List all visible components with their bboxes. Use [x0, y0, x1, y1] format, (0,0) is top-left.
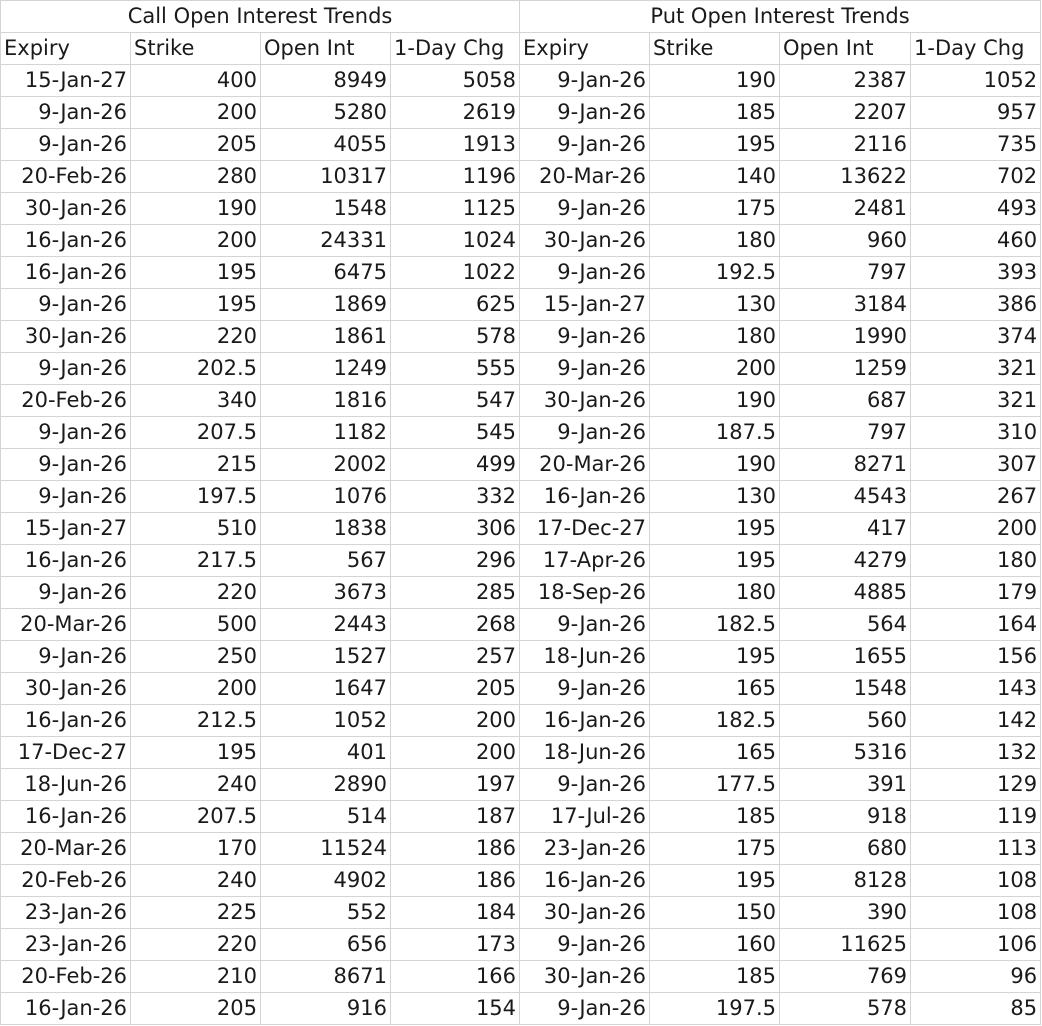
call-strike-cell[interactable]: 240 [131, 865, 261, 897]
put-open-int-cell[interactable]: 687 [780, 385, 911, 417]
call-1-day-chg-cell[interactable]: 200 [391, 705, 520, 737]
put-open-int-cell[interactable]: 2481 [780, 193, 911, 225]
put-strike-cell[interactable]: 182.5 [650, 609, 780, 641]
put-expiry-cell[interactable]: 30-Jan-26 [520, 961, 650, 993]
put-1-day-chg-cell[interactable]: 200 [911, 513, 1041, 545]
call-1-day-chg-cell[interactable]: 200 [391, 737, 520, 769]
call-open-int-cell[interactable]: 2002 [261, 449, 391, 481]
call-expiry-cell[interactable]: 20-Mar-26 [1, 609, 131, 641]
call-1-day-chg-cell[interactable]: 332 [391, 481, 520, 513]
call-strike-header[interactable]: Strike [131, 33, 261, 65]
call-1-day-chg-cell[interactable]: 285 [391, 577, 520, 609]
put-expiry-cell[interactable]: 9-Jan-26 [520, 193, 650, 225]
call-1-day-chg-cell[interactable]: 499 [391, 449, 520, 481]
call-1-day-chg-cell[interactable]: 166 [391, 961, 520, 993]
put-1-day-chg-cell[interactable]: 113 [911, 833, 1041, 865]
put-open-int-cell[interactable]: 918 [780, 801, 911, 833]
put-1-day-chg-cell[interactable]: 374 [911, 321, 1041, 353]
put-1-day-chg-cell[interactable]: 307 [911, 449, 1041, 481]
call-open-int-cell[interactable]: 1869 [261, 289, 391, 321]
call-1-day-chg-cell[interactable]: 1022 [391, 257, 520, 289]
put-open-int-cell[interactable]: 797 [780, 257, 911, 289]
table-row [1, 833, 1041, 865]
put-open-int-cell[interactable]: 4543 [780, 481, 911, 513]
call-expiry-cell[interactable]: 30-Jan-26 [1, 321, 131, 353]
put-open-int-cell[interactable]: 3184 [780, 289, 911, 321]
put-open-int-cell[interactable]: 560 [780, 705, 911, 737]
put-strike-cell[interactable]: 195 [650, 129, 780, 161]
call-1-day-chg-cell[interactable]: 197 [391, 769, 520, 801]
put-strike-cell[interactable]: 185 [650, 961, 780, 993]
call-1-day-chg-cell[interactable]: 625 [391, 289, 520, 321]
call-strike-cell[interactable]: 400 [131, 65, 261, 97]
call-strike-cell[interactable]: 225 [131, 897, 261, 929]
put-open-int-header[interactable]: Open Int [780, 33, 911, 65]
call-open-int-cell[interactable]: 1052 [261, 705, 391, 737]
call-1-day-chg-cell[interactable]: 5058 [391, 65, 520, 97]
call-expiry-cell[interactable]: 16-Jan-26 [1, 257, 131, 289]
call-strike-cell[interactable]: 207.5 [131, 801, 261, 833]
put-expiry-cell[interactable]: 16-Jan-26 [520, 705, 650, 737]
put-strike-cell[interactable]: 195 [650, 641, 780, 673]
call-open-int-cell[interactable]: 10317 [261, 161, 391, 193]
call-open-int-cell[interactable]: 4055 [261, 129, 391, 161]
put-expiry-cell[interactable]: 17-Dec-27 [520, 513, 650, 545]
call-expiry-cell[interactable]: 20-Feb-26 [1, 385, 131, 417]
put-strike-cell[interactable]: 150 [650, 897, 780, 929]
put-open-int-cell[interactable]: 680 [780, 833, 911, 865]
put-strike-cell[interactable]: 200 [650, 353, 780, 385]
put-expiry-cell[interactable]: 17-Jul-26 [520, 801, 650, 833]
call-open-int-cell[interactable]: 8671 [261, 961, 391, 993]
call-expiry-cell[interactable]: 9-Jan-26 [1, 481, 131, 513]
put-open-int-cell[interactable]: 2207 [780, 97, 911, 129]
call-open-int-cell[interactable]: 1076 [261, 481, 391, 513]
call-strike-cell[interactable]: 215 [131, 449, 261, 481]
table-row [1, 65, 1041, 97]
call-strike-cell[interactable]: 217.5 [131, 545, 261, 577]
call-strike-cell[interactable]: 207.5 [131, 417, 261, 449]
put-open-int-cell[interactable]: 1548 [780, 673, 911, 705]
call-1-day-chg-cell[interactable]: 268 [391, 609, 520, 641]
put-strike-cell[interactable]: 180 [650, 225, 780, 257]
put-open-int-cell[interactable]: 1655 [780, 641, 911, 673]
call-1-day-chg-cell[interactable]: 184 [391, 897, 520, 929]
call-open-int-cell[interactable]: 8949 [261, 65, 391, 97]
put-expiry-cell[interactable]: 30-Jan-26 [520, 385, 650, 417]
put-open-int-cell[interactable]: 564 [780, 609, 911, 641]
put-open-int-cell[interactable]: 769 [780, 961, 911, 993]
put-1-day-chg-header[interactable]: 1-Day Chg [911, 33, 1041, 65]
call-strike-cell[interactable]: 195 [131, 737, 261, 769]
put-open-int-cell[interactable]: 2116 [780, 129, 911, 161]
table-row [1, 641, 1041, 673]
put-1-day-chg-cell[interactable]: 493 [911, 193, 1041, 225]
put-1-day-chg-cell[interactable]: 108 [911, 865, 1041, 897]
put-open-int-cell[interactable]: 5316 [780, 737, 911, 769]
call-1-day-chg-cell[interactable]: 187 [391, 801, 520, 833]
put-open-int-cell[interactable]: 390 [780, 897, 911, 929]
put-1-day-chg-cell[interactable]: 702 [911, 161, 1041, 193]
table-row [1, 481, 1041, 513]
call-1-day-chg-cell[interactable]: 2619 [391, 97, 520, 129]
put-expiry-cell[interactable]: 30-Jan-26 [520, 897, 650, 929]
call-expiry-cell[interactable]: 15-Jan-27 [1, 65, 131, 97]
call-open-int-cell[interactable]: 1861 [261, 321, 391, 353]
put-expiry-cell[interactable]: 16-Jan-26 [520, 481, 650, 513]
call-strike-cell[interactable]: 190 [131, 193, 261, 225]
call-expiry-cell[interactable]: 9-Jan-26 [1, 577, 131, 609]
put-expiry-cell[interactable]: 9-Jan-26 [520, 65, 650, 97]
call-strike-cell[interactable]: 205 [131, 129, 261, 161]
put-expiry-cell[interactable]: 20-Mar-26 [520, 161, 650, 193]
call-open-int-cell[interactable]: 2890 [261, 769, 391, 801]
table-row [1, 609, 1041, 641]
call-open-int-cell[interactable]: 3673 [261, 577, 391, 609]
call-1-day-chg-cell[interactable]: 186 [391, 833, 520, 865]
call-1-day-chg-cell[interactable]: 1024 [391, 225, 520, 257]
table-row [1, 289, 1041, 321]
put-open-int-cell[interactable]: 797 [780, 417, 911, 449]
call-expiry-cell[interactable]: 20-Feb-26 [1, 961, 131, 993]
put-strike-cell[interactable]: 180 [650, 577, 780, 609]
put-strike-cell[interactable]: 165 [650, 737, 780, 769]
put-open-int-cell[interactable]: 13622 [780, 161, 911, 193]
put-oi-title[interactable]: Put Open Interest Trends [520, 1, 1041, 33]
put-open-int-cell[interactable]: 8128 [780, 865, 911, 897]
put-strike-cell[interactable]: 177.5 [650, 769, 780, 801]
put-strike-cell[interactable]: 185 [650, 97, 780, 129]
table-row [1, 513, 1041, 545]
put-1-day-chg-cell[interactable]: 85 [911, 993, 1041, 1025]
put-1-day-chg-cell[interactable]: 142 [911, 705, 1041, 737]
call-open-int-cell[interactable]: 6475 [261, 257, 391, 289]
table-row [1, 865, 1041, 897]
put-open-int-cell[interactable]: 417 [780, 513, 911, 545]
call-strike-cell[interactable]: 510 [131, 513, 261, 545]
table-row [1, 161, 1041, 193]
call-1-day-chg-cell[interactable]: 296 [391, 545, 520, 577]
put-expiry-cell[interactable]: 9-Jan-26 [520, 609, 650, 641]
call-open-int-cell[interactable]: 401 [261, 737, 391, 769]
put-strike-cell[interactable]: 130 [650, 289, 780, 321]
call-expiry-cell[interactable]: 16-Jan-26 [1, 545, 131, 577]
put-strike-header[interactable]: Strike [650, 33, 780, 65]
put-1-day-chg-cell[interactable]: 179 [911, 577, 1041, 609]
call-expiry-cell[interactable]: 16-Jan-26 [1, 705, 131, 737]
put-expiry-cell[interactable]: 16-Jan-26 [520, 865, 650, 897]
put-open-int-cell[interactable]: 1990 [780, 321, 911, 353]
call-1-day-chg-cell[interactable]: 186 [391, 865, 520, 897]
put-1-day-chg-cell[interactable]: 129 [911, 769, 1041, 801]
put-1-day-chg-cell[interactable]: 393 [911, 257, 1041, 289]
put-expiry-cell[interactable]: 18-Sep-26 [520, 577, 650, 609]
call-open-int-cell[interactable]: 656 [261, 929, 391, 961]
call-strike-cell[interactable]: 195 [131, 289, 261, 321]
call-strike-cell[interactable]: 220 [131, 929, 261, 961]
table-row [1, 737, 1041, 769]
call-1-day-chg-cell[interactable]: 1913 [391, 129, 520, 161]
table-row [1, 545, 1041, 577]
put-open-int-cell[interactable]: 578 [780, 993, 911, 1025]
table-row [1, 193, 1041, 225]
table-row [1, 321, 1041, 353]
put-1-day-chg-cell[interactable]: 180 [911, 545, 1041, 577]
put-strike-cell[interactable]: 190 [650, 449, 780, 481]
table-row [1, 257, 1041, 289]
put-strike-cell[interactable]: 160 [650, 929, 780, 961]
call-strike-cell[interactable]: 220 [131, 577, 261, 609]
put-strike-cell[interactable]: 195 [650, 545, 780, 577]
put-strike-cell[interactable]: 190 [650, 385, 780, 417]
call-expiry-cell[interactable]: 16-Jan-26 [1, 993, 131, 1025]
put-open-int-cell[interactable]: 960 [780, 225, 911, 257]
call-strike-cell[interactable]: 200 [131, 673, 261, 705]
call-expiry-cell[interactable]: 16-Jan-26 [1, 801, 131, 833]
put-strike-cell[interactable]: 140 [650, 161, 780, 193]
call-1-day-chg-cell[interactable]: 205 [391, 673, 520, 705]
call-expiry-cell[interactable]: 20-Feb-26 [1, 865, 131, 897]
call-expiry-cell[interactable]: 23-Jan-26 [1, 897, 131, 929]
call-open-int-cell[interactable]: 24331 [261, 225, 391, 257]
call-open-int-cell[interactable]: 552 [261, 897, 391, 929]
put-strike-cell[interactable]: 195 [650, 865, 780, 897]
put-1-day-chg-cell[interactable]: 957 [911, 97, 1041, 129]
table-row [1, 97, 1041, 129]
put-open-int-cell[interactable]: 391 [780, 769, 911, 801]
put-strike-cell[interactable]: 165 [650, 673, 780, 705]
table-row [1, 897, 1041, 929]
call-strike-cell[interactable]: 170 [131, 833, 261, 865]
put-1-day-chg-cell[interactable]: 156 [911, 641, 1041, 673]
put-expiry-cell[interactable]: 9-Jan-26 [520, 769, 650, 801]
call-1-day-chg-cell[interactable]: 154 [391, 993, 520, 1025]
put-expiry-cell[interactable]: 9-Jan-26 [520, 97, 650, 129]
put-1-day-chg-cell[interactable]: 119 [911, 801, 1041, 833]
call-open-int-cell[interactable]: 4902 [261, 865, 391, 897]
call-open-int-header[interactable]: Open Int [261, 33, 391, 65]
call-expiry-cell[interactable]: 9-Jan-26 [1, 353, 131, 385]
table-row [1, 673, 1041, 705]
put-strike-cell[interactable]: 175 [650, 833, 780, 865]
put-1-day-chg-cell[interactable]: 164 [911, 609, 1041, 641]
call-expiry-cell[interactable]: 20-Feb-26 [1, 161, 131, 193]
call-1-day-chg-cell[interactable]: 545 [391, 417, 520, 449]
put-open-int-cell[interactable]: 4279 [780, 545, 911, 577]
put-open-int-cell[interactable]: 2387 [780, 65, 911, 97]
call-expiry-cell[interactable]: 20-Mar-26 [1, 833, 131, 865]
call-1-day-chg-cell[interactable]: 1125 [391, 193, 520, 225]
call-expiry-cell[interactable]: 9-Jan-26 [1, 449, 131, 481]
call-expiry-cell[interactable]: 9-Jan-26 [1, 97, 131, 129]
call-expiry-cell[interactable]: 23-Jan-26 [1, 929, 131, 961]
put-1-day-chg-cell[interactable]: 386 [911, 289, 1041, 321]
put-expiry-cell[interactable]: 9-Jan-26 [520, 321, 650, 353]
put-expiry-cell[interactable]: 9-Jan-26 [520, 673, 650, 705]
put-strike-cell[interactable]: 180 [650, 321, 780, 353]
put-strike-cell[interactable]: 190 [650, 65, 780, 97]
put-strike-cell[interactable]: 195 [650, 513, 780, 545]
table-row [1, 801, 1041, 833]
call-strike-cell[interactable]: 195 [131, 257, 261, 289]
call-1-day-chg-cell[interactable]: 306 [391, 513, 520, 545]
call-1-day-chg-cell[interactable]: 578 [391, 321, 520, 353]
table-body [1, 65, 1041, 1025]
call-expiry-cell[interactable]: 16-Jan-26 [1, 225, 131, 257]
call-strike-cell[interactable]: 212.5 [131, 705, 261, 737]
group-header-row [1, 1, 1041, 33]
column-header-row [1, 33, 1041, 65]
put-expiry-cell[interactable]: 20-Mar-26 [520, 449, 650, 481]
table-row [1, 417, 1041, 449]
put-strike-cell[interactable]: 182.5 [650, 705, 780, 737]
put-expiry-cell[interactable]: 18-Jun-26 [520, 641, 650, 673]
call-open-int-cell[interactable]: 1548 [261, 193, 391, 225]
put-1-day-chg-cell[interactable]: 1052 [911, 65, 1041, 97]
call-1-day-chg-cell[interactable]: 257 [391, 641, 520, 673]
table-row [1, 129, 1041, 161]
table-row [1, 705, 1041, 737]
call-1-day-chg-header[interactable]: 1-Day Chg [391, 33, 520, 65]
table-row [1, 449, 1041, 481]
call-open-int-cell[interactable]: 1182 [261, 417, 391, 449]
put-1-day-chg-cell[interactable]: 96 [911, 961, 1041, 993]
table-row [1, 993, 1041, 1025]
put-1-day-chg-cell[interactable]: 460 [911, 225, 1041, 257]
put-1-day-chg-cell[interactable]: 267 [911, 481, 1041, 513]
call-expiry-cell[interactable]: 9-Jan-26 [1, 129, 131, 161]
put-strike-cell[interactable]: 185 [650, 801, 780, 833]
put-open-int-cell[interactable]: 4885 [780, 577, 911, 609]
call-open-int-cell[interactable]: 11524 [261, 833, 391, 865]
call-strike-cell[interactable]: 197.5 [131, 481, 261, 513]
put-expiry-cell[interactable]: 30-Jan-26 [520, 225, 650, 257]
table-row [1, 961, 1041, 993]
call-expiry-cell[interactable]: 15-Jan-27 [1, 513, 131, 545]
call-open-int-cell[interactable]: 1816 [261, 385, 391, 417]
call-expiry-cell[interactable]: 17-Dec-27 [1, 737, 131, 769]
call-strike-cell[interactable]: 200 [131, 97, 261, 129]
put-1-day-chg-cell[interactable]: 321 [911, 353, 1041, 385]
put-open-int-cell[interactable]: 11625 [780, 929, 911, 961]
put-strike-cell[interactable]: 175 [650, 193, 780, 225]
call-strike-cell[interactable]: 340 [131, 385, 261, 417]
call-open-int-cell[interactable]: 916 [261, 993, 391, 1025]
call-1-day-chg-cell[interactable]: 173 [391, 929, 520, 961]
put-strike-cell[interactable]: 130 [650, 481, 780, 513]
call-expiry-cell[interactable]: 30-Jan-26 [1, 673, 131, 705]
put-expiry-header[interactable]: Expiry [520, 33, 650, 65]
call-strike-cell[interactable]: 205 [131, 993, 261, 1025]
call-expiry-cell[interactable]: 30-Jan-26 [1, 193, 131, 225]
call-expiry-cell[interactable]: 18-Jun-26 [1, 769, 131, 801]
call-expiry-cell[interactable]: 9-Jan-26 [1, 417, 131, 449]
put-expiry-cell[interactable]: 9-Jan-26 [520, 417, 650, 449]
table-row [1, 385, 1041, 417]
put-1-day-chg-cell[interactable]: 735 [911, 129, 1041, 161]
call-open-int-cell[interactable]: 514 [261, 801, 391, 833]
call-strike-cell[interactable]: 220 [131, 321, 261, 353]
call-1-day-chg-cell[interactable]: 547 [391, 385, 520, 417]
table-row [1, 577, 1041, 609]
put-expiry-cell[interactable]: 9-Jan-26 [520, 129, 650, 161]
put-1-day-chg-cell[interactable]: 310 [911, 417, 1041, 449]
put-1-day-chg-cell[interactable]: 321 [911, 385, 1041, 417]
call-open-int-cell[interactable]: 1249 [261, 353, 391, 385]
put-expiry-cell[interactable]: 9-Jan-26 [520, 929, 650, 961]
put-open-int-cell[interactable]: 1259 [780, 353, 911, 385]
call-expiry-header[interactable]: Expiry [1, 33, 131, 65]
put-expiry-cell[interactable]: 9-Jan-26 [520, 993, 650, 1025]
put-expiry-cell[interactable]: 23-Jan-26 [520, 833, 650, 865]
table-row [1, 929, 1041, 961]
call-strike-cell[interactable]: 280 [131, 161, 261, 193]
put-strike-cell[interactable]: 187.5 [650, 417, 780, 449]
put-1-day-chg-cell[interactable]: 132 [911, 737, 1041, 769]
table-row [1, 769, 1041, 801]
call-expiry-cell[interactable]: 9-Jan-26 [1, 289, 131, 321]
call-strike-cell[interactable]: 202.5 [131, 353, 261, 385]
call-open-int-cell[interactable]: 1527 [261, 641, 391, 673]
call-1-day-chg-cell[interactable]: 555 [391, 353, 520, 385]
put-expiry-cell[interactable]: 9-Jan-26 [520, 257, 650, 289]
put-expiry-cell[interactable]: 17-Apr-26 [520, 545, 650, 577]
put-strike-cell[interactable]: 192.5 [650, 257, 780, 289]
call-open-int-cell[interactable]: 1838 [261, 513, 391, 545]
put-1-day-chg-cell[interactable]: 108 [911, 897, 1041, 929]
call-strike-cell[interactable]: 200 [131, 225, 261, 257]
put-expiry-cell[interactable]: 15-Jan-27 [520, 289, 650, 321]
put-expiry-cell[interactable]: 18-Jun-26 [520, 737, 650, 769]
call-strike-cell[interactable]: 250 [131, 641, 261, 673]
put-1-day-chg-cell[interactable]: 143 [911, 673, 1041, 705]
call-expiry-cell[interactable]: 9-Jan-26 [1, 641, 131, 673]
put-expiry-cell[interactable]: 9-Jan-26 [520, 353, 650, 385]
table-row [1, 353, 1041, 385]
call-open-int-cell[interactable]: 5280 [261, 97, 391, 129]
table-row [1, 225, 1041, 257]
call-open-int-cell[interactable]: 1647 [261, 673, 391, 705]
call-oi-title[interactable]: Call Open Interest Trends [1, 1, 520, 33]
put-strike-cell[interactable]: 197.5 [650, 993, 780, 1025]
put-1-day-chg-cell[interactable]: 106 [911, 929, 1041, 961]
call-open-int-cell[interactable]: 2443 [261, 609, 391, 641]
call-1-day-chg-cell[interactable]: 1196 [391, 161, 520, 193]
call-strike-cell[interactable]: 240 [131, 769, 261, 801]
call-open-int-cell[interactable]: 567 [261, 545, 391, 577]
call-strike-cell[interactable]: 500 [131, 609, 261, 641]
call-strike-cell[interactable]: 210 [131, 961, 261, 993]
put-open-int-cell[interactable]: 8271 [780, 449, 911, 481]
